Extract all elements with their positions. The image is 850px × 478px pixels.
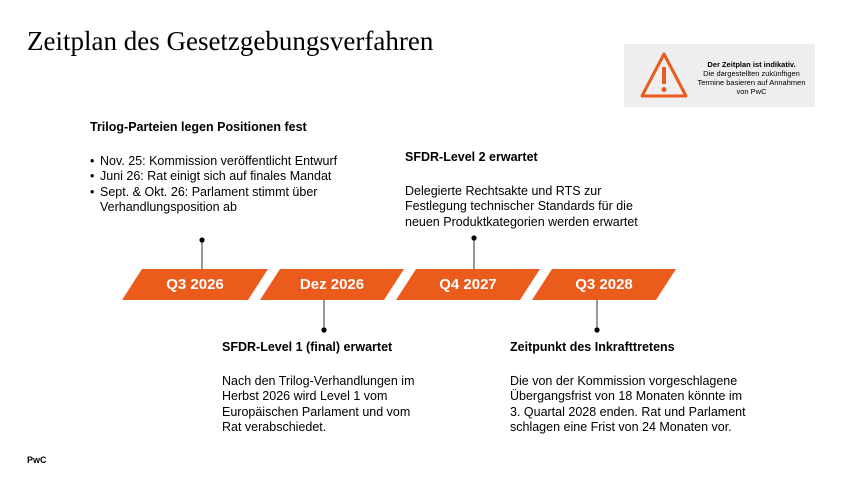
list-item: • Nov. 25: Kommission veröffentlicht Entwurf bbox=[90, 154, 350, 170]
milestone-label-dez-2026: Dez 2026 bbox=[299, 276, 365, 293]
milestone-label-q3-2026: Q3 2026 bbox=[166, 276, 224, 293]
list-item: • Juni 26: Rat einigt sich auf finales Mandat bbox=[90, 169, 350, 185]
inkraft-body: Die von der Kommission vorgeschlagene Übergangsfrist von 18 Monaten könnte im 3. Quartal 2028 enden. Rat und Parlament schlagen eine Frist von 24 Monaten vor. bbox=[510, 373, 746, 434]
trilog-heading: Trilog-Parteien legen Positionen fest bbox=[90, 120, 307, 134]
level2-heading: SFDR-Level 2 erwartet bbox=[405, 150, 538, 164]
milestone-label-q4-2027: Q4 2027 bbox=[439, 276, 497, 293]
level1-heading: SFDR-Level 1 (final) erwartet bbox=[222, 340, 393, 354]
pwc-logo: PwC bbox=[27, 455, 47, 465]
inkraft-heading: Zeitpunkt des Inkrafttretens bbox=[510, 340, 675, 354]
level2-body: Delegierte Rechtsakte und RTS zur Festlegung technischer Standards für die neuen Produktkategorien werden erwartet bbox=[405, 183, 638, 229]
connector-dot-trilog bbox=[199, 237, 204, 242]
disclaimer-line2: Die dargestellten zukünftigen Termine basieren auf Annahmen von PwC bbox=[697, 69, 806, 96]
milestone-label-q3-2028: Q3 2028 bbox=[575, 276, 633, 293]
connector-dot-level1 bbox=[321, 327, 326, 332]
connector-dot-inkraft bbox=[594, 327, 599, 332]
page-title: Zeitplan des Gesetzgebungsverfahren bbox=[27, 26, 434, 56]
level1-body: Nach den Trilog-Verhandlungen im Herbst 2026 wird Level 1 vom Europäischen Parlament und vom Rat verabschiedet. bbox=[222, 373, 415, 434]
connector-dot-level2 bbox=[471, 235, 476, 240]
list-item: • Sept. & Okt. 26: Parlament stimmt über Verhandlungsposition ab bbox=[90, 185, 350, 216]
disclaimer-line1: Der Zeitplan ist indikativ. bbox=[707, 60, 796, 69]
